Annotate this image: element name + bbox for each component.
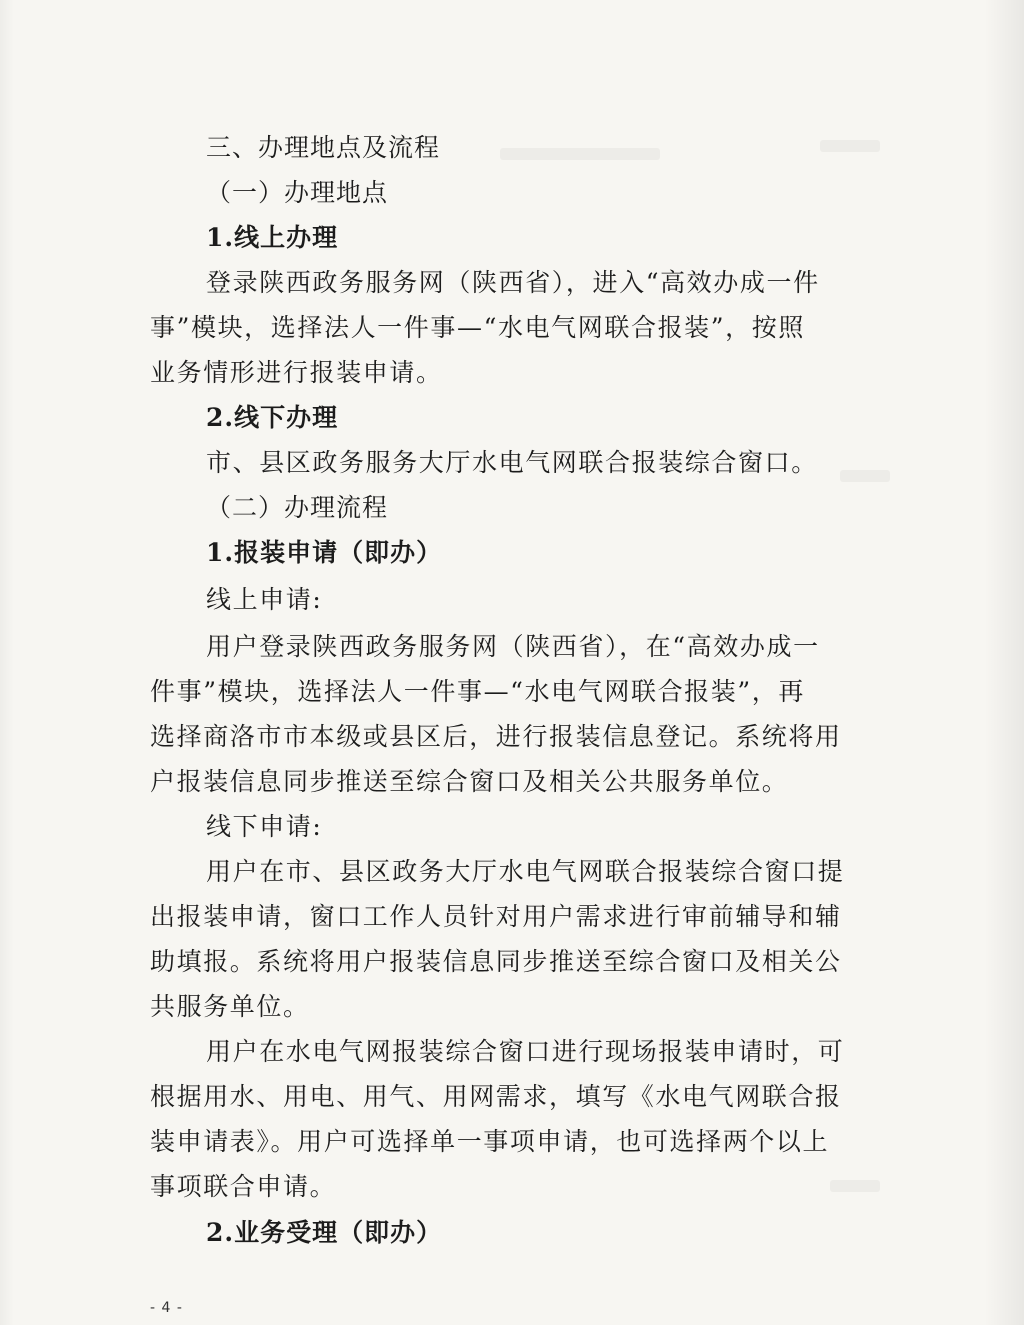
paragraph-line: 装申请表》。用户可选择单一事项申请，也可选择两个以上 xyxy=(150,1127,830,1156)
paragraph-line: 业务情形进行报装申请。 xyxy=(150,358,443,387)
paragraph-line: 根据用水、用电、用气、用网需求，填写《水电气网联合报 xyxy=(150,1082,842,1111)
paragraph-line: 事”模块，选择法人一件事—“水电气网联合报装”，按照 xyxy=(150,313,805,342)
paragraph-line: 登录陕西政务服务网（陕西省），进入“高效办成一件 xyxy=(206,268,820,297)
offline-application-label: 线下申请: xyxy=(206,812,323,841)
paragraph-line: 选择商洛市市本级或县区后，进行报装信息登记。系统将用 xyxy=(150,722,842,751)
subsection-2-title: （二）办理流程 xyxy=(206,493,389,522)
paragraph-line: 市、县区政务服务大厅水电气网联合报装综合窗口。 xyxy=(206,448,818,477)
online-application-label: 线上申请: xyxy=(206,585,323,614)
paragraph-line: 用户登录陕西政务服务网（陕西省），在“高效办成一 xyxy=(206,632,820,661)
paragraph-line: 事项联合申请。 xyxy=(150,1172,337,1201)
paragraph-line: 共服务单位。 xyxy=(150,992,310,1021)
page-number: - 4 - xyxy=(150,1300,183,1316)
section-3-title: 三、办理地点及流程 xyxy=(206,133,441,162)
subsection-1-title: （一）办理地点 xyxy=(206,178,389,207)
item-offline-title: 2.线下办理 xyxy=(206,403,339,432)
item-online-title: 1.线上办理 xyxy=(206,223,339,252)
paragraph-line: 用户在市、县区政务大厅水电气网联合报装综合窗口提 xyxy=(206,857,845,886)
paragraph-line: 助填报。系统将用户报装信息同步推送至综合窗口及相关公 xyxy=(150,947,842,976)
item-application-title: 1.报装申请（即办） xyxy=(206,538,443,567)
paragraph-line: 户报装信息同步推送至综合窗口及相关公共服务单位。 xyxy=(150,767,789,796)
item-acceptance-title: 2.业务受理（即办） xyxy=(206,1218,443,1247)
paragraph-line: 出报装申请，窗口工作人员针对用户需求进行审前辅导和辅 xyxy=(150,902,842,931)
paragraph-line: 件事”模块，选择法人一件事—“水电气网联合报装”，再 xyxy=(150,677,805,706)
paragraph-line: 用户在水电气网报装综合窗口进行现场报装申请时，可 xyxy=(206,1037,845,1066)
